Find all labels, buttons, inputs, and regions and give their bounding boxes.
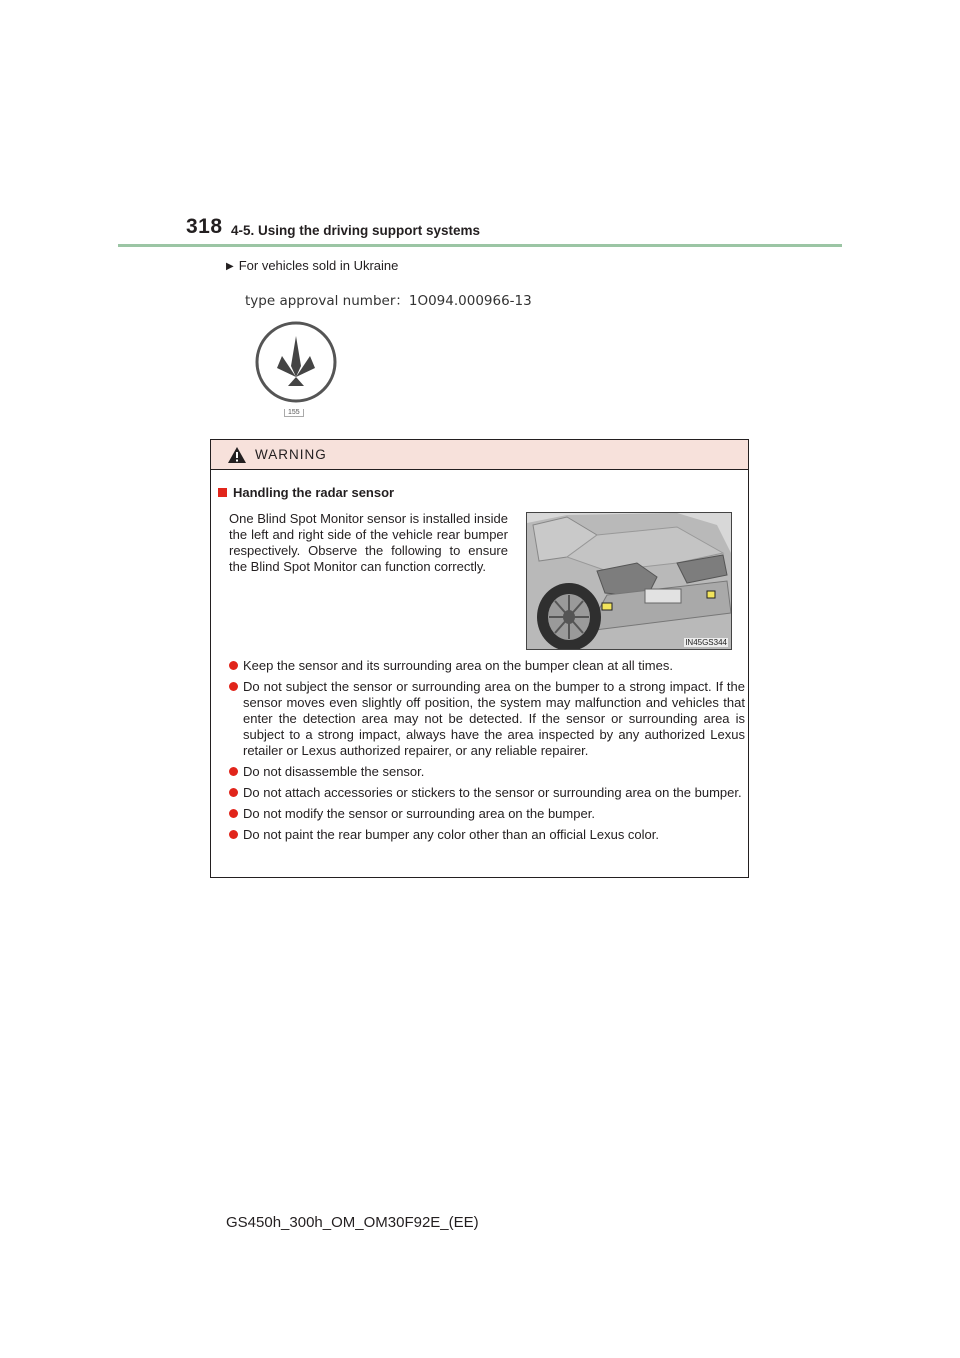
header-rule: [118, 244, 842, 247]
triangle-right-icon: ▶: [226, 261, 234, 272]
subheading-text: Handling the radar sensor: [233, 485, 395, 500]
vehicle-note-text: For vehicles sold in Ukraine: [238, 258, 399, 273]
list-item: [229, 785, 745, 801]
warning-header: [211, 440, 748, 470]
bullet-text: Do not attach accessories or stickers to the sensor or surrounding area on the bumper.: [243, 785, 742, 800]
list-item: [229, 679, 745, 759]
section-title: 4-5. Using the driving support systems: [231, 223, 481, 238]
ukraine-certification-mark-icon: [254, 320, 338, 404]
bullet-text: Do not modify the sensor or surrounding area on the bumper.: [243, 806, 595, 821]
list-item: [229, 764, 745, 780]
bullet-dot-icon: [229, 788, 238, 797]
approval-number: type approval number：1O094.000966-13: [245, 293, 532, 309]
page-number: 318: [186, 215, 223, 238]
warning-bullet-list: [229, 658, 745, 848]
warning-title: WARNING: [255, 447, 327, 462]
mark-id: 155: [284, 409, 304, 417]
car-rear-illustration: [527, 513, 732, 650]
bullet-dot-icon: [229, 767, 238, 776]
bullet-dot-icon: [229, 809, 238, 818]
vehicle-note: [226, 258, 398, 273]
list-item: [229, 806, 745, 822]
bullet-dot-icon: [229, 661, 238, 670]
left-sensor-marker: [602, 603, 612, 610]
bullet-text: Do not paint the rear bumper any color other than an official Lexus color.: [243, 827, 660, 842]
square-bullet-icon: [218, 488, 227, 497]
warning-triangle-icon: [227, 446, 247, 464]
bullet-text: Keep the sensor and its surrounding area on the bumper clean at all times.: [243, 658, 673, 673]
bullet-text: Do not subject the sensor or surrounding area on the bumper to a strong impact. If the sensor moves even slightly off position, the system may malfunction and vehicles that enter the detection area may not be detected. If the sensor or surrounding area is subject to a strong impact, always have the area inspected by any authorized Lexus retailer or Lexus authorized repairer, or any reliable repairer.: [243, 679, 745, 758]
warning-box: [210, 439, 749, 878]
bullet-text: Do not disassemble the sensor.: [243, 764, 425, 779]
footer-model-code: GS450h_300h_OM_OM30F92E_(EE): [226, 1214, 479, 1231]
right-sensor-marker: [707, 591, 715, 598]
figure-id: IN45GS344: [685, 638, 727, 647]
bullet-dot-icon: [229, 830, 238, 839]
intro-paragraph: One Blind Spot Monitor sensor is installed inside the left and right side of the vehicle rear bumper respectively. Observe the following to ensure the Blind Spot Monitor can function correctly.: [229, 511, 508, 574]
bullet-dot-icon: [229, 682, 238, 691]
list-item: [229, 827, 745, 843]
car-rear-figure: [526, 512, 732, 650]
warning-subheading: [218, 485, 394, 500]
list-item: [229, 658, 745, 674]
